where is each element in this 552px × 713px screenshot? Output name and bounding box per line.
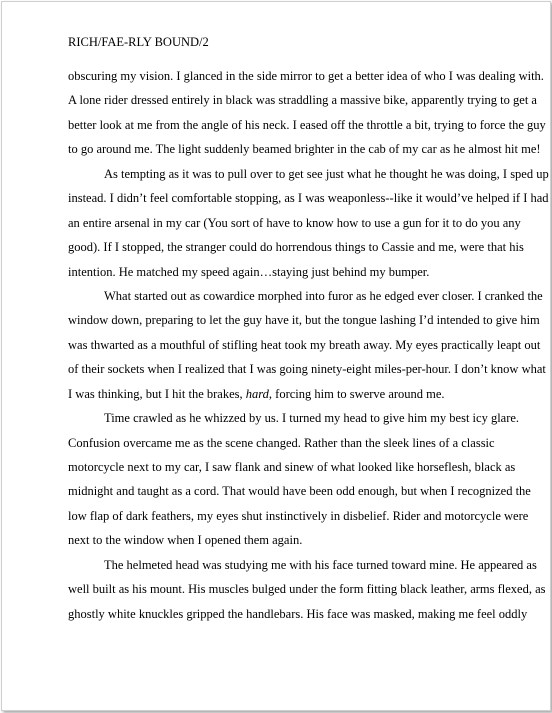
text-line: was thwarted as a mouthful of stifling heat took my breath away. My eyes practically leapt out <box>68 337 541 352</box>
text-line: A lone rider dressed entirely in black was straddling a massive bike, apparently trying to get a <box>68 93 537 108</box>
text-line: better look at me from the angle of his neck. I eased off the throttle a bit, trying to force the guy <box>68 117 546 132</box>
text-line: of their sockets when I realized that I was going ninety-eight miles-per-hour. I don’t know what <box>68 362 546 377</box>
document-page <box>1 1 551 711</box>
text-line: ghostly white knuckles gripped the handlebars. His face was masked, making me feel oddly <box>68 606 528 621</box>
text-line: good). If I stopped, the stranger could do horrendous things to Cassie and me, were that his <box>68 240 524 255</box>
text-line: Time crawled as he whizzed by us. I turned my head to give him my best icy glare. <box>104 411 520 426</box>
text-line: midnight and taught as a cord. That would have been odd enough, but when I recognized the <box>68 484 531 499</box>
text-line: obscuring my vision. I glanced in the side mirror to get a better idea of who I was dealing with. <box>68 69 544 83</box>
manuscript-body <box>68 64 549 626</box>
text-line: The helmeted head was studying me with his face turned toward mine. He appeared as <box>104 557 537 572</box>
text-line: What started out as cowardice morphed into furor as he edged ever closer. I cranked the <box>104 288 543 303</box>
running-head: RICH/FAE-RLY BOUND/2 <box>68 35 209 49</box>
text-line: Confusion overcame me as the scene changed. Rather than the sleek lines of a classic <box>68 435 495 450</box>
text-line: As tempting as it was to pull over to get see just what he thought he was doing, I sped up <box>104 166 549 181</box>
text-line: well built as his mount. His muscles bulged under the form fitting black leather, arms flexed, as <box>68 582 546 597</box>
text-line: next to the window when I opened them again. <box>68 533 303 548</box>
text-line: low flap of dark feathers, my eyes shut instinctively in disbelief. Rider and motorcycle were <box>68 508 529 523</box>
text-line: intention. He matched my speed again…staying just behind my bumper. <box>68 264 430 279</box>
text-line: instead. I didn’t feel comfortable stopping, as I was weaponless--like it would’ve helped if I had <box>68 191 549 206</box>
text-line: an entire arsenal in my car (You sort of have to know how to use a gun for it to do you any <box>68 215 521 230</box>
text-line: to go around me. The light suddenly beamed brighter in the cab of my car as he almost hit me! <box>68 142 541 157</box>
text-line: motorcycle next to my car, I saw flank and sinew of what looked like horseflesh, black as <box>68 460 516 474</box>
emphasis: hard <box>245 386 269 401</box>
text-line: window down, preparing to let the guy have it, but the tongue lashing I’d intended to give him <box>68 313 540 328</box>
text-line: I was thinking, but I hit the brakes, hard, forcing him to swerve around me. <box>68 386 445 401</box>
